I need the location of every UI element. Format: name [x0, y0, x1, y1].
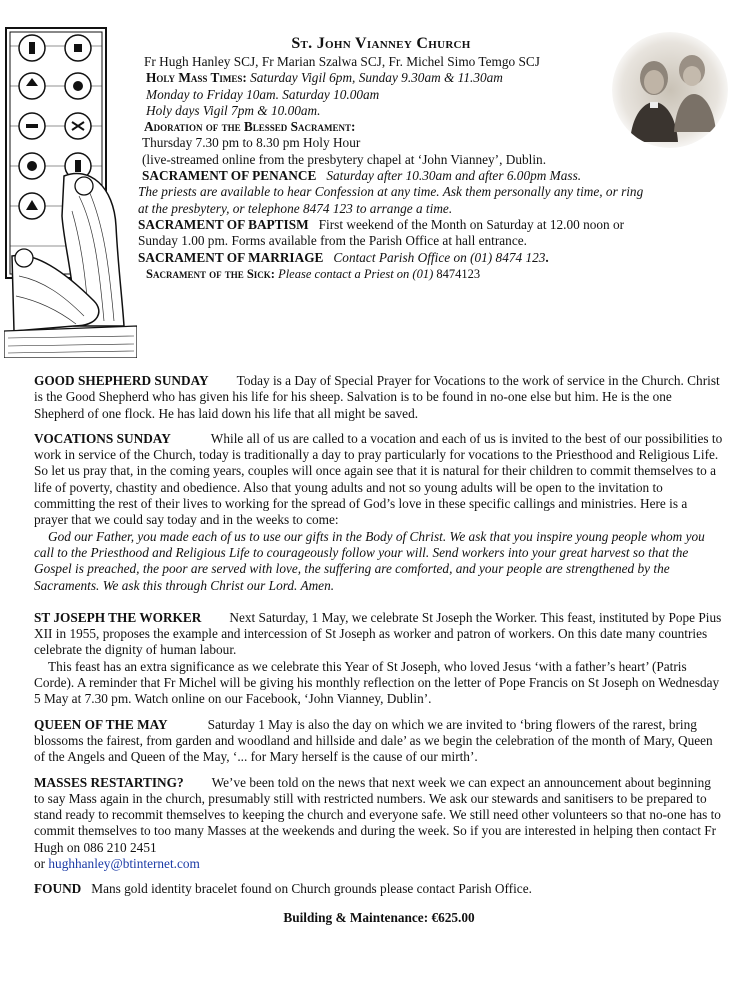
mass-times-3-text: Holy days Vigil 7pm & 10.00am.: [146, 102, 321, 118]
masses-restarting-text: We’ve been told on the news that next week we can expect an announcement about beginning to say Mass again in the church, presumably still with restricted numbers. We ask our stewards and sanitisers to be prepared to stand ready to recommit themselves to keeping the church and everyone safe. We still need other volunteers so that no-one has to commit themselves to too many Masses at the weekends and during the week. So if you are interested in helping then contact Fr Hugh on 086 210 2451: [34, 774, 721, 855]
pieta-engraving-icon: [4, 26, 137, 358]
sick-row: [146, 266, 606, 282]
sick-2: 8474123: [436, 266, 481, 281]
found-text: Mans gold identity bracelet found on Church grounds please contact Parish Office.: [91, 881, 532, 897]
section-st-joseph: [34, 610, 724, 659]
penance-2-text: The priests are available to hear Confession at any time. Ask them personally any time, or ring: [138, 184, 644, 200]
penance-1: Saturday after 10.30am and after 6.00pm Mass.: [326, 168, 582, 184]
vocations-prayer: God our Father, you made each of us to use our gifts in the Body of Christ. We ask that you inspire young people whom you call to the Priesthood and Religious Life to courageously follow your will. Send workers into your great harvest so that the Gospel is preached, the poor are served with love, the suffering are comforted, and your people are strengthened by the Sacraments. We ask this through Christ our Lord. Amen.: [34, 528, 705, 593]
penance-2: [138, 184, 644, 200]
baptism-2: Sunday 1.00 pm. Forms available from the Parish Office at hall entrance.: [138, 233, 527, 249]
baptism-row: [138, 216, 625, 233]
mass-times-label: Holy Mass Times:: [146, 70, 247, 86]
mass-times-2-text: Monday to Friday 10am. Saturday 10.00am: [146, 86, 380, 102]
penance-label: SACRAMENT OF PENANCE: [142, 168, 317, 184]
sick-1: Please contact a Priest on (01): [278, 266, 434, 281]
queen-of-may-text: Saturday 1 May is also the day on which we are invited to ‘bring flowers of the rarest, bring blossoms the fairest, from garden and woodland and hillside and dale’ as we begin the celebration of the month of Mary, Queen of the Angels and Queen of the May, ‘... for Mary herself is the cause of our mirth’.: [34, 716, 713, 765]
masses-restarting-heading: MASSES RESTARTING?: [34, 774, 184, 790]
adoration-label: Adoration of the Blessed Sacrament:: [144, 119, 356, 135]
st-joseph-text-2: This feast has an extra significance as we celebrate this Year of St Joseph, who loved Jesus ‘with a father’s heart’ (Patris Corde). A reminder that Fr Michel will be giving his monthly reflection on the letter of Pope Francis on St Joseph on Wednesday 5 May at 7.30 pm. Watch online on our Facebook, ‘John Vianney, Dublin’.: [34, 658, 720, 707]
pieta-illustration: [4, 26, 137, 358]
adoration-2: (live-streamed online from the presbytery chapel at ‘John Vianney’, Dublin.: [142, 151, 547, 167]
penance-row: [142, 168, 606, 184]
marriage-end: .: [545, 249, 549, 265]
st-joseph-text: Next Saturday, 1 May, we celebrate St Joseph the Worker. This feast, instituted by Pope Pius XII in 1955, proposes the example and intercession of St Joseph as worker and patron of workers. On this date many countries celebrate the dignity of human labour.: [34, 609, 722, 658]
penance-3-text: at the presbytery, or telephone 8474 123 to arrange a time.: [138, 200, 453, 216]
penance-3: [138, 201, 606, 217]
section-queen-of-may: [34, 717, 724, 766]
section-vocations: [34, 431, 724, 529]
marriage-row: [138, 250, 606, 266]
marriage-1: Contact Parish Office on (01) 8474 123: [333, 249, 546, 265]
marriage-label: SACRAMENT OF MARRIAGE: [138, 249, 324, 265]
mass-times-2: [146, 87, 606, 103]
portrait-photo-icon: [612, 32, 728, 148]
st-joseph-heading: ST JOSEPH THE WORKER: [34, 609, 202, 625]
mass-times-1: Saturday Vigil 6pm, Sunday 9.30am & 11.30am: [250, 70, 503, 86]
building-maintenance-total: Building & Maintenance: €625.00: [283, 909, 475, 925]
vocations-heading: VOCATIONS SUNDAY: [34, 430, 171, 446]
good-shepherd-heading: GOOD SHEPHERD SUNDAY: [34, 373, 209, 388]
newsletter-body: [34, 373, 724, 926]
church-name: St. John Vianney Church: [291, 35, 471, 52]
section-good-shepherd: [34, 373, 724, 422]
or-label: or: [34, 856, 46, 872]
queen-of-may-heading: QUEEN OF THE MAY: [34, 716, 168, 732]
priests-portrait: [612, 32, 728, 148]
baptism-label: SACRAMENT OF BAPTISM: [138, 216, 309, 232]
mass-times-row: [146, 70, 606, 86]
email-link[interactable]: hughhanley@btinternet.com: [48, 856, 200, 872]
adoration-row: [144, 119, 606, 135]
section-found: [34, 881, 724, 897]
sick-label: Sacrament of the Sick:: [146, 266, 275, 281]
good-shepherd-text: Today is a Day of Special Prayer for Vocations to the work of service in the Church. Christ is the Good Shepherd who has given his life for his sheep. Salvation is to be found in no-one else but him. He is the one Shepherd of one flock. He has laid down his life that all might be saved.: [34, 373, 720, 421]
mass-times-3: [146, 103, 606, 119]
baptism-1: First weekend of the Month on Saturday at 12.00 noon or: [318, 216, 625, 232]
vocations-text: While all of us are called to a vocation and each of us is invited to the best of our possibilities to work in service of the Church, today is traditionally a day to pray particularly for vocations to the Priesthood and Religious Life. So let us pray that, in the coming years, couples will once again see that it is natural for their children to commit themselves to a life of poverty, chastity and obedience. Also that young adults and not so young adults will be open to the invitation to committing the rest of their lives to working for the spread of God’s love in these specific callings and ministries. Here is a prayer that we could say today and in the weeks to come:: [34, 430, 723, 528]
found-heading: FOUND: [34, 881, 82, 897]
section-masses-restarting: [34, 775, 724, 873]
church-info-header: [136, 34, 644, 282]
priests-line: Fr Hugh Hanley SCJ, Fr Marian Szalwa SCJ, Fr. Michel Simo Temgo SCJ: [144, 54, 540, 69]
adoration-1: Thursday 7.30 pm to 8.30 pm Holy Hour: [142, 135, 361, 151]
